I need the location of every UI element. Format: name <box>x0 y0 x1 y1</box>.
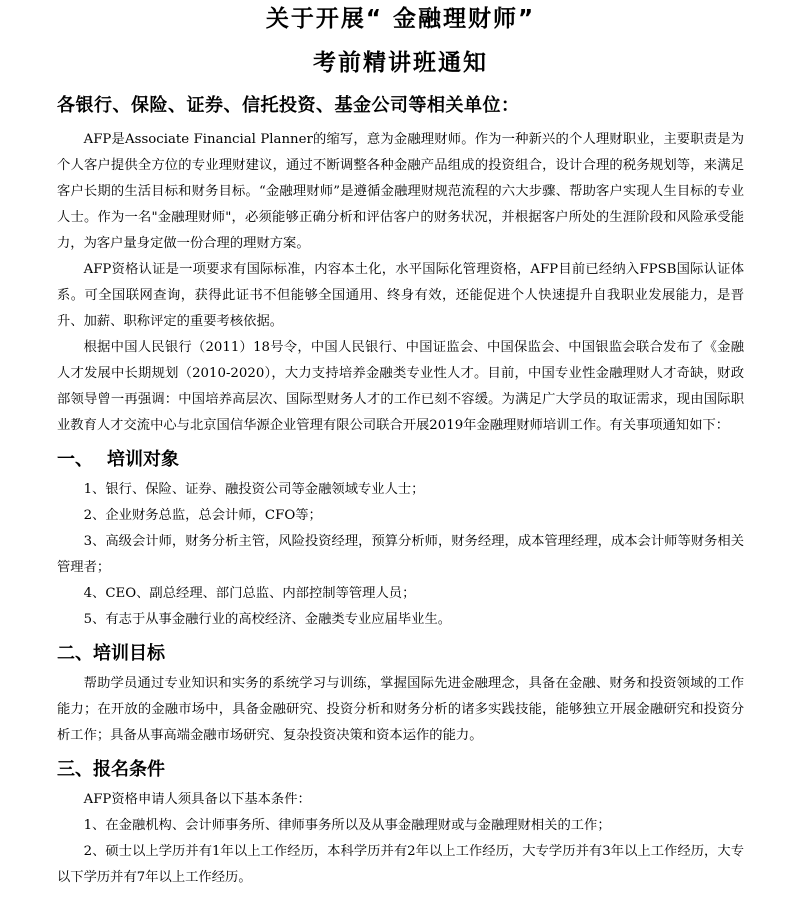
section-number: 三、 <box>57 759 93 780</box>
intro-paragraph-3: 根据中国人民银行（2011）18号令，中国人民银行、中国证监会、中国保监会、中国银监会联合发布了《金融人才发展中长期规划（2010-2020），大力支持培养金融类专业性人才。目前，中国专业性金融理财人才奇缺，财政部领导曾一再强调：中国培养高层次、国际型财务人才的工作已刻不容缓。为满足广大学员的取证需求，现由国际职业教育人才交流中心与北京国信华源企业管理有限公司联合开展2019年金融理财师培训工作。有关事项通知如下： <box>57 340 744 433</box>
section-heading-requirements <box>57 757 744 783</box>
list-item: 3、高级会计师，财务分析主管，风险投资经理，预算分析师，财务经理，成本管理经理，成本会计师等财务相关管理者； <box>57 534 744 575</box>
list-item: 2、硕士以上学历并有1年以上工作经历，本科学历并有2年以上工作经历，大专学历并有3年以上工作经历，大专以下学历并有7年以上工作经历。 <box>57 844 744 885</box>
list-item: 2、企业财务总监，总会计师，CFO等； <box>83 508 322 523</box>
list-item: 4、CEO、副总经理、部门总监、内部控制等管理人员； <box>83 586 416 601</box>
intro-paragraph-1: AFP是Associate Financial Planner的缩写，意为金融理财师。作为一种新兴的个人理财职业，主要职责是为个人客户提供全方位的专业理财建议，通过不断调整各种金融产品组成的投资组合，设计合理的税务规划等，来满足客户长期的生活目标和财务目标。“金融理财师”是遵循金融理财规范流程的六大步骤、帮助客户实现人生目标的专业人士。作为一名"金融理财师"，必须能够正确分析和评估客户的财务状况，并根据客户所处的生涯阶段和风险承受能力，为客户量身定做一份合理的理财方案。 <box>57 132 744 251</box>
section-title: 报名条件 <box>93 759 165 780</box>
section-title: 培训对象 <box>107 449 179 470</box>
section-title: 培训目标 <box>93 643 165 664</box>
list-item: 1、在金融机构、会计师事务所、律师事务所以及从事金融理财或与金融理财相关的工作； <box>83 818 611 833</box>
salutation: 各银行、保险、证券、信托投资、基金公司等相关单位： <box>57 95 520 116</box>
section-heading-target-audience <box>57 447 744 473</box>
section-heading-training-goals <box>57 641 744 667</box>
section-number: 一、 <box>57 449 93 470</box>
title-line-1: 关于开展“ 金融理财师” <box>265 6 536 32</box>
section-paragraph: 帮助学员通过专业知识和实务的系统学习与训练，掌握国际先进金融理念，具备在金融、财务和投资领域的工作能力；在开放的金融市场中，具备金融研究、投资分析和财务分析的诸多实践技能，能够独立开展金融研究和投资分析工作；具备从事高端金融市场研究、复杂投资决策和资本运作的能力。 <box>57 676 744 743</box>
title-line-2: 考前精讲班通知 <box>313 50 488 76</box>
section-number: 二、 <box>57 643 93 664</box>
list-item: 1、银行、保险、证券、融投资公司等金融领域专业人士； <box>83 482 425 497</box>
intro-paragraph-2: AFP资格认证是一项要求有国际标准，内容本土化，水平国际化管理资格，AFP目前已经纳入FPSB国际认证体系。可全国联网查询，获得此证书不但能够全国通用、终身有效，还能促进个人快速提升自我职业发展能力，是晋升、加薪、职称评定的重要考核依据。 <box>57 262 744 329</box>
list-item: AFP资格申请人须具备以下基本条件： <box>83 792 311 807</box>
list-item: 5、有志于从事金融行业的高校经济、金融类专业应届毕业生。 <box>83 612 452 627</box>
